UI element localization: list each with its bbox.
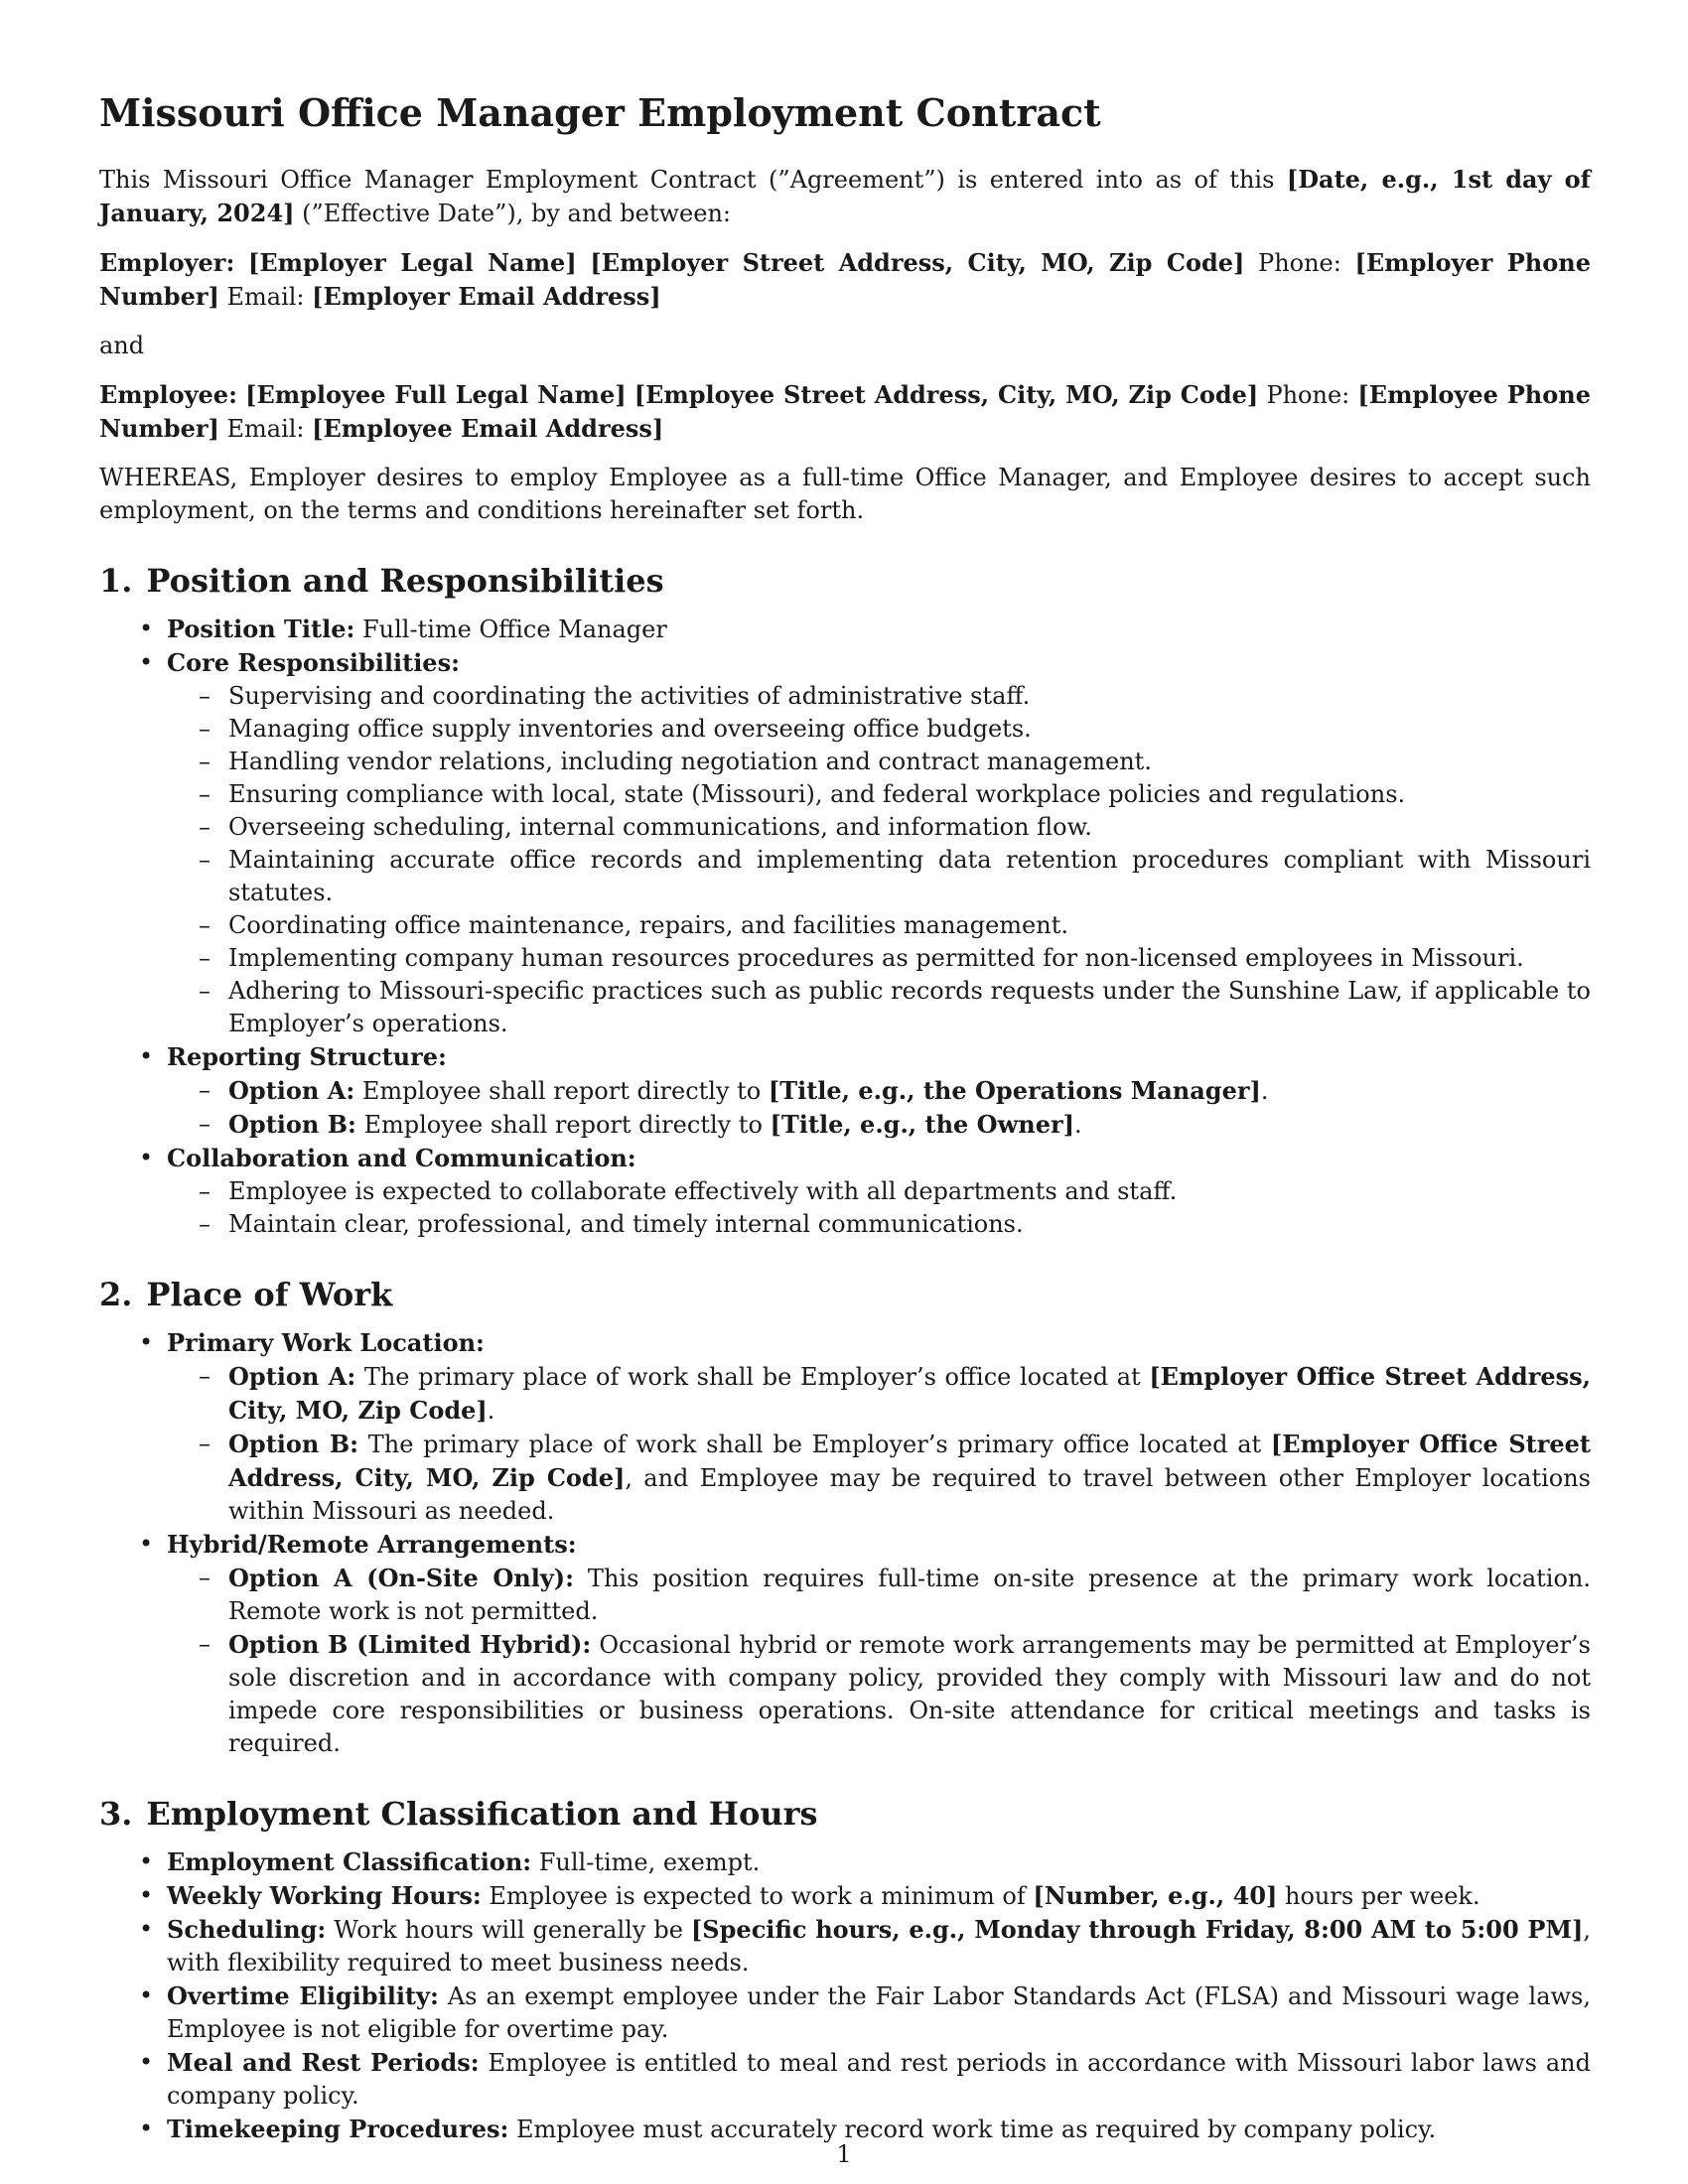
list-item: – Option B: Employee shall report directly to [Title, e.g., the Owner].	[228, 1108, 1591, 1142]
whereas-clause: WHEREAS, Employer desires to employ Employee as a full-time Office Manager, and Employee desires to accept such employment, on the terms and conditions hereinafter set forth.	[99, 464, 1591, 524]
section-2-heading: 2. Place of Work	[99, 1276, 393, 1313]
and-text: and	[99, 332, 145, 359]
list-item: • Collaboration and Communication: – Employee is expected to collaborate effectively with all departments and staff. – Maintain clear, professional, and timely internal communications.	[167, 1142, 1591, 1241]
employee-block: Employee: [Employee Full Legal Name] [Employee Street Address, City, MO, Zip Code] Phone: [Employee Phone Number] Email: [Employee Email Address]	[99, 380, 1591, 443]
list-item: – Overseeing scheduling, internal communications, and information flow.	[228, 811, 1591, 844]
list-item: – Adhering to Missouri-specific practices such as public records requests under the Sunshine Law, if applicable to Employer’s operations.	[228, 975, 1591, 1040]
page-number: 1	[836, 2140, 852, 2168]
list-item: • Overtime Eligibility: As an exempt employee under the Fair Labor Standards Act (FLSA) and Missouri wage laws, Employee is not eligible for overtime pay.	[167, 1979, 1591, 2046]
list-item: – Option B: The primary place of work shall be Employer’s primary office located at [Employer Office Street Address, City, MO, Zip Code], and Employee may be required to travel between other Employer locations within Missouri as needed.	[228, 1428, 1591, 1528]
list-item: • Position Title: Full-time Office Manager	[167, 613, 1591, 646]
list-item: – Option A: The primary place of work shall be Employer’s office located at [Employer Office Street Address, City, MO, Zip Code].	[228, 1360, 1591, 1428]
list-item: • Scheduling: Work hours will generally be [Specific hours, e.g., Monday through Friday, 8:00 AM to 5:00 PM], with flexibility required to meet business needs.	[167, 1913, 1591, 1979]
section-1-heading: 1. Position and Responsibilities	[99, 562, 664, 600]
list-item: – Supervising and coordinating the activities of administrative staff.	[228, 680, 1591, 713]
employer-address: [Employer Street Address, City, MO, Zip Code]	[590, 248, 1245, 277]
list-item: – Employee is expected to collaborate effectively with all departments and staff.	[228, 1175, 1591, 1208]
document-title: Missouri Office Manager Employment Contract	[99, 90, 1101, 135]
list-item: – Handling vendor relations, including negotiation and contract management.	[228, 746, 1591, 778]
list-item: – Coordinating office maintenance, repairs, and facilities management.	[228, 909, 1591, 942]
list-item: – Option B (Limited Hybrid): Occasional hybrid or remote work arrangements may be permitted at Employer’s sole discretion and in accordance with company policy, provided they comply with Missouri law and do not impede core responsibilities or business operations. On-site attendance for critical meetings and tasks is required.	[228, 1628, 1591, 1760]
list-item: • Reporting Structure: – Option A: Employee shall report directly to [Title, e.g., the Operations Manager]. – Option B: Employee shall report directly to [Title, e.g., the Owner].	[167, 1040, 1591, 1142]
list-item: • Core Responsibilities: – Supervising and coordinating the activities of administrative staff. – Managing office supply inventories and overseeing office budgets. – Handling vendor relations, including negotiation and contract management. – Ensuring compliance with local, state (Missouri), and federal workplace policies and regulations. – Overseeing scheduling, internal communications, and information flow. – Maintaining accurate office records and implementing data retention procedures compliant with Missouri statutes. – Coordinating office maintenance, repairs, and facilities management. – Implementing company human resources procedures as permitted for non-licensed employees in Missouri. – Adhering to Missouri-specific practices such as public records requests under the Sunshine Law, if applicable to Employer’s operations.	[167, 646, 1591, 1040]
list-item: • Meal and Rest Periods: Employee is entitled to meal and rest periods in accordance with Missouri labor laws and company policy.	[167, 2046, 1591, 2113]
section-1-list	[99, 613, 1591, 1241]
list-item: – Maintain clear, professional, and timely internal communications.	[228, 1208, 1591, 1241]
list-item: • Timekeeping Procedures: Employee must accurately record work time as required by company policy.	[167, 2113, 1591, 2146]
employee-email: [Employee Email Address]	[312, 414, 664, 443]
hybrid-options-list	[167, 1562, 1591, 1760]
list-item: – Option A: Employee shall report directly to [Title, e.g., the Operations Manager].	[228, 1074, 1591, 1108]
employee-address: [Employee Street Address, City, MO, Zip Code]	[633, 380, 1259, 409]
list-item: – Implementing company human resources procedures as permitted for non-licensed employees in Missouri.	[228, 942, 1591, 975]
list-item: – Ensuring compliance with local, state (Missouri), and federal workplace policies and regulations.	[228, 778, 1591, 811]
employer-phone: [Employer Phone Number]	[99, 248, 1591, 311]
employer-block: Employer: [Employer Legal Name] [Employer Street Address, City, MO, Zip Code] Phone: [Employer Phone Number] Email: [Employer Email Address]	[99, 248, 1591, 311]
reporting-options-list	[167, 1074, 1591, 1142]
list-item: – Managing office supply inventories and overseeing office budgets.	[228, 713, 1591, 746]
list-item: – Maintaining accurate office records and implementing data retention procedures compliant with Missouri statutes.	[228, 844, 1591, 909]
section-2-list	[99, 1326, 1591, 1760]
date-placeholder: [Date, e.g., 1st day of January, 2024]	[99, 165, 1591, 227]
employee-name: [Employee Full Legal Name]	[245, 380, 627, 409]
list-item: • Hybrid/Remote Arrangements: – Option A (On-Site Only): This position requires full-time on-site presence at the primary work location. Remote work is not permitted. – Option B (Limited Hybrid): Occasional hybrid or remote work arrangements may be permitted at Employer’s sole discretion and in accordance with company policy, provided they comply with Missouri law and do not impede core responsibilities or business operations. On-site attendance for critical meetings and tasks is required.	[167, 1528, 1591, 1760]
list-item: • Primary Work Location: – Option A: The primary place of work shall be Employer’s office located at [Employer Office Street Address, City, MO, Zip Code]. – Option B: The primary place of work shall be Employer’s primary office located at [Employer Office Street Address, City, MO, Zip Code], and Employee may be required to travel between other Employer locations within Missouri as needed.	[167, 1326, 1591, 1528]
section-3-heading: 3. Employment Classification and Hours	[99, 1795, 818, 1833]
section-3-list	[99, 1845, 1591, 2146]
core-responsibilities-list	[167, 680, 1591, 1040]
employer-name: [Employer Legal Name]	[247, 248, 577, 277]
primary-location-list	[167, 1360, 1591, 1528]
list-item: – Option A (On-Site Only): This position requires full-time on-site presence at the primary work location. Remote work is not permitted.	[228, 1562, 1591, 1628]
employer-email: [Employer Email Address]	[312, 282, 661, 311]
intro-paragraph: This Missouri Office Manager Employment Contract (”Agreement”) is entered into as of this [Date, e.g., 1st day of January, 2024] (”Effective Date”), by and between:	[99, 165, 1591, 227]
list-item: • Weekly Working Hours: Employee is expected to work a minimum of [Number, e.g., 40] hours per week.	[167, 1879, 1591, 1913]
employee-phone: [Employee Phone Number]	[99, 380, 1591, 443]
collaboration-list	[167, 1175, 1591, 1241]
document-page	[99, 83, 1591, 2146]
list-item: • Employment Classification: Full-time, exempt.	[167, 1845, 1591, 1879]
